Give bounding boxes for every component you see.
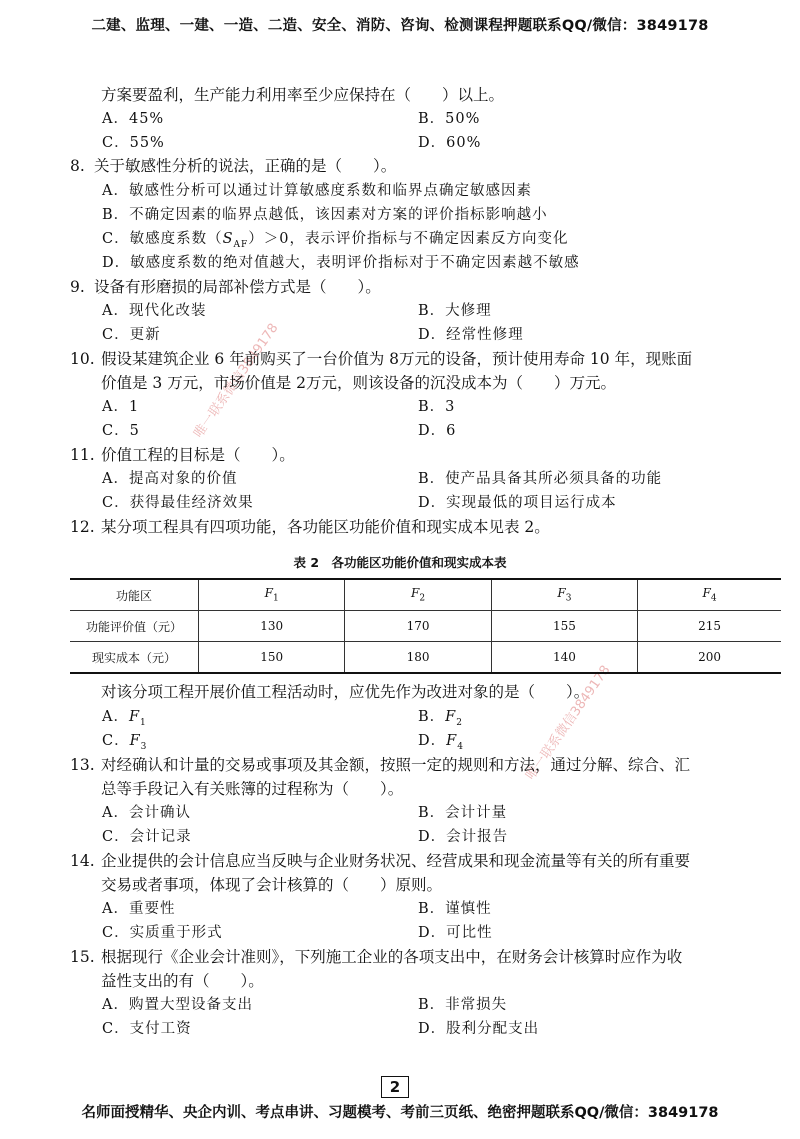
question-7-stem: 方案要盈利，生产能力利用率至少应保持在（ ）以上。 (101, 86, 505, 104)
q11-option-b: B．使产品具备其所必须具备的功能 (418, 471, 663, 487)
question-14-stem-line2: 交易或者事项，体现了会计核算的（ ）原则。 (101, 876, 443, 894)
question-15-stem-line2: 益性支出的有（ ）。 (101, 972, 264, 990)
page-footer: 名师面授精华、央企内训、考点串讲、习题模考、考前三页纸、绝密押题联系QQ/微信：3849178 (81, 1105, 719, 1121)
q12-option-a: A．$F_1$ (102, 709, 147, 728)
table-cell: 200 (638, 642, 781, 674)
question-13-number: 13. (70, 756, 95, 774)
table-cell: 215 (638, 611, 781, 642)
q15-option-c: C．支付工资 (102, 1021, 192, 1037)
q12-option-d: D．$F_4$ (418, 733, 464, 752)
question-8-stem: 关于敏感性分析的说法，正确的是（ ）。 (94, 157, 397, 175)
q8-option-d: D．敏感度系数的绝对值越大，表明评价指标对于不确定因素越不敏感 (102, 255, 580, 271)
q14-option-d: D．可比性 (418, 925, 493, 941)
q8-option-b: B．不确定因素的临界点越低，该因素对方案的评价指标影响越小 (102, 207, 548, 223)
q8-option-a: A．敏感性分析可以通过计算敏感度系数和临界点确定敏感因素 (102, 183, 532, 199)
question-9-number: 9. (70, 278, 85, 296)
q9-option-c: C．更新 (102, 327, 161, 343)
q8-option-c-pre: C．敏感度系数（ (102, 231, 223, 247)
table-cell: 155 (491, 611, 637, 642)
question-12-stem: 某分项工程具有四项功能，各功能区功能价值和现实成本见表 2。 (101, 518, 550, 536)
table-row-label: 现实成本（元） (70, 642, 199, 674)
q13-option-b: B．会计计量 (418, 805, 508, 821)
table-caption: 表 2 各功能区功能价值和现实成本表 (293, 555, 507, 570)
question-14-stem-line1: 企业提供的会计信息应当反映与企业财务状况、经营成果和现金流量等有关的所有重要 (101, 852, 691, 870)
q9-option-b: B．大修理 (418, 303, 492, 319)
watermark: 唯一联系微信3849178 (523, 662, 614, 783)
table-cell: 150 (199, 642, 345, 674)
table-header-cell: 功能区 (70, 579, 199, 611)
q7-option-c: C．55% (102, 135, 165, 151)
table-header-cell: $F_3$ (491, 579, 637, 611)
question-10-number: 10. (70, 350, 95, 368)
q13-option-c: C．会计记录 (102, 829, 192, 845)
question-13-stem-line2: 总等手段记入有关账簿的过程称为（ ）。 (101, 780, 404, 798)
q14-option-a: A．重要性 (102, 901, 176, 917)
q11-option-a: A．提高对象的价值 (102, 471, 238, 487)
question-8-number: 8. (70, 157, 85, 175)
table-cell: 180 (345, 642, 491, 674)
q10-option-d: D．6 (418, 423, 457, 439)
question-13-stem-line1: 对经确认和计量的交易或事项及其金额，按照一定的规则和方法，通过分解、综合、汇 (101, 756, 691, 774)
page-number: 2 (381, 1076, 409, 1098)
page-header: 二建、监理、一建、一造、二造、安全、消防、咨询、检测课程押题联系QQ/微信：3849178 (91, 18, 709, 34)
q13-option-d: D．会计报告 (418, 829, 509, 845)
q9-option-d: D．经常性修理 (418, 327, 524, 343)
question-10-stem-line1: 假设某建筑企业 6 年前购买了一台价值为 8万元的设备，预计使用寿命 10 年，现账面 (101, 350, 693, 368)
question-12-number: 12. (70, 518, 95, 536)
question-14-number: 14. (70, 852, 95, 870)
table-row-label: 功能评价值（元） (70, 611, 199, 642)
q7-option-b: B．50% (418, 111, 481, 127)
q14-option-b: B．谨慎性 (418, 901, 492, 917)
table-header-row (70, 579, 781, 611)
table-cell: 130 (199, 611, 345, 642)
q7-option-a: A．45% (102, 111, 165, 127)
q15-option-a: A．购置大型设备支出 (102, 997, 253, 1013)
q14-option-c: C．实质重于形式 (102, 925, 223, 941)
function-cost-table (70, 578, 781, 674)
q8-option-c-sub: AF (233, 239, 249, 250)
question-9-stem: 设备有形磨损的局部补偿方式是（ ）。 (94, 278, 381, 296)
q15-option-b: B．非常损失 (418, 997, 508, 1013)
q15-option-d: D．股利分配支出 (418, 1021, 540, 1037)
q12-option-b: B．$F_2$ (418, 709, 463, 728)
q7-option-d: D．60% (418, 135, 482, 151)
q12-option-c: C．$F_3$ (102, 733, 148, 752)
q9-option-a: A．现代化改装 (102, 303, 207, 319)
q10-option-c: C．5 (102, 423, 140, 439)
table-row (70, 611, 781, 642)
q11-option-c: C．获得最佳经济效果 (102, 495, 254, 511)
q13-option-a: A．会计确认 (102, 805, 191, 821)
table-header-cell: $F_2$ (345, 579, 491, 611)
table-header-cell: $F_4$ (638, 579, 781, 611)
question-15-number: 15. (70, 948, 95, 966)
table-row (70, 642, 781, 674)
watermark: 唯一联系微信3849178 (191, 320, 282, 441)
table-cell: 140 (491, 642, 637, 674)
table-cell: 170 (345, 611, 491, 642)
question-15-stem-line1: 根据现行《企业会计准则》，下列施工企业的各项支出中，在财务会计核算时应作为收 (101, 948, 683, 966)
q11-option-d: D．实现最低的项目运行成本 (418, 495, 617, 511)
q10-option-a: A．1 (102, 399, 140, 415)
question-11-stem: 价值工程的目标是（ ）。 (101, 446, 295, 464)
table-header-cell: $F_1$ (199, 579, 345, 611)
q8-option-c-var: S (222, 231, 234, 247)
q10-option-b: B．3 (418, 399, 456, 415)
question-12-stem-2: 对该分项工程开展价值工程活动时，应优先作为改进对象的是（ ）。 (101, 683, 590, 701)
question-11-number: 11. (70, 446, 95, 464)
q8-option-c-post: ）＞0，表示评价指标与不确定因素反方向变化 (248, 231, 569, 247)
question-10-stem-line2: 价值是 3 万元，市场价值是 2万元，则该设备的沉没成本为（ ）万元。 (101, 374, 617, 392)
